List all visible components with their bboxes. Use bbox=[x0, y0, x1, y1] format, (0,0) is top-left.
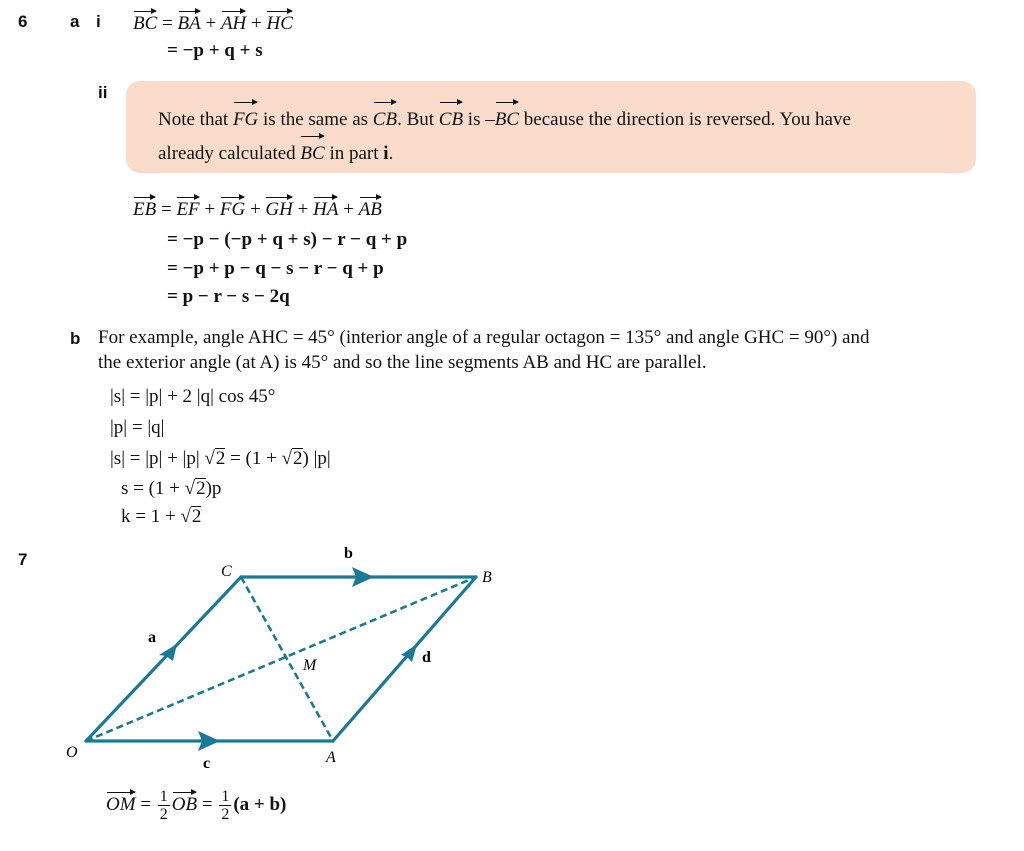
equation-eb-step1: = −p − (−p + q + s) − r − q + p bbox=[167, 229, 408, 250]
b-equation-2: |p| = |q| bbox=[110, 417, 165, 438]
question-number-6: 6 bbox=[18, 12, 28, 31]
vector-hc: HC bbox=[266, 10, 292, 35]
part-b-text-line2: the exterior angle (at A) is 45° and so the line segments AB and HC are parallel. bbox=[98, 352, 707, 373]
vertex-label-a: A bbox=[326, 749, 336, 766]
hint-text: Note that FG is the same as CB. But CB is –BC because the direction is reversed. You have already calculated BC in part i. bbox=[158, 101, 968, 169]
b-equation-5: k = 1 + √2 bbox=[121, 506, 202, 527]
vertex-label-c: C bbox=[221, 563, 232, 580]
diagonal-ca bbox=[241, 577, 333, 741]
vector-ba: BA bbox=[178, 10, 201, 35]
equation-eb-step2: = −p + p − q − s − r − q + p bbox=[167, 258, 384, 279]
equation-eb-step3: = p − r − s − 2q bbox=[167, 286, 290, 307]
b-equation-1: |s| = |p| + 2 |q| cos 45° bbox=[110, 386, 276, 407]
arrowhead-a bbox=[159, 644, 177, 661]
vector-label-b: b bbox=[344, 545, 353, 562]
vector-label-c: c bbox=[203, 755, 211, 772]
question-number-7: 7 bbox=[18, 550, 28, 569]
vertex-label-b: B bbox=[482, 569, 492, 586]
result-equation-om: OM = $\frac{1}{2}$ OB = $\frac{1}{2}$ (a + b) bbox=[106, 788, 287, 823]
vertex-label-o: O bbox=[66, 744, 78, 761]
b-equation-3: |s| = |p| + |p| √2 = (1 + √2) |p| bbox=[110, 448, 331, 469]
midpoint-label-m: M bbox=[303, 657, 317, 674]
vector-ah: AH bbox=[221, 10, 246, 35]
vector-label-d: d bbox=[422, 649, 431, 666]
part-ii-label: ii bbox=[98, 83, 108, 102]
vector-bc: BC bbox=[133, 10, 157, 35]
vector-label-a: a bbox=[148, 629, 156, 646]
part-b-label: b bbox=[70, 329, 81, 348]
equation-eb: EB = EF + FG + GH + HA + AB bbox=[133, 196, 382, 221]
part-a-label: a bbox=[70, 12, 80, 31]
b-equation-4: s = (1 + √2)p bbox=[121, 478, 222, 499]
edge-oc bbox=[86, 577, 241, 741]
equation-bc-result: = −p + q + s bbox=[167, 40, 263, 61]
edge-ab bbox=[333, 577, 476, 741]
diagonal-ob bbox=[86, 577, 476, 741]
part-i-label: i bbox=[96, 12, 101, 31]
part-b-text-line1: For example, angle AHC = 45° (interior angle of a regular octagon = 135° and angle GHC = 90°) and bbox=[98, 327, 870, 348]
equation-bc: BC = BA + AH + HC bbox=[133, 10, 293, 35]
